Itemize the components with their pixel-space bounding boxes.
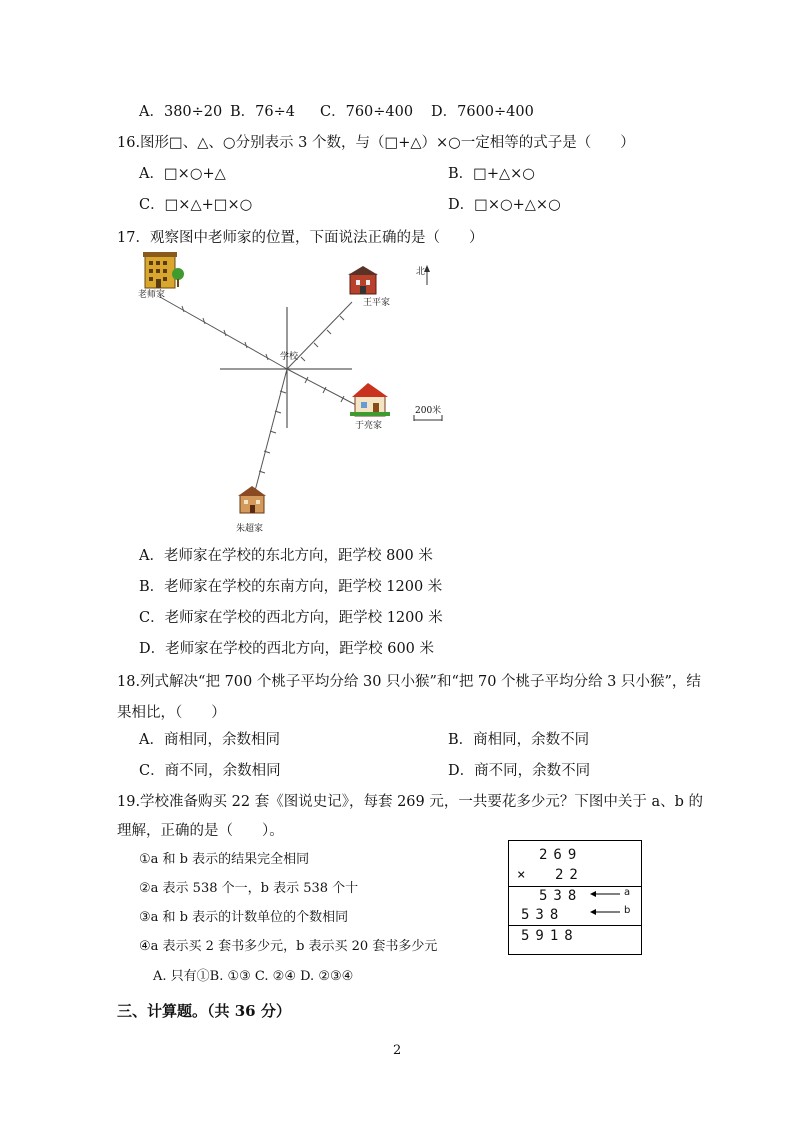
q15-option-d: D．7600÷400 <box>431 104 534 120</box>
q17-option-c: C．老师家在学校的西北方向，距学校 1200 米 <box>139 610 443 626</box>
q18-option-c: C．商不同，余数相同 <box>139 763 281 779</box>
q15-option-a: A．380÷20 <box>139 104 223 120</box>
wang-home-building-icon <box>348 266 378 294</box>
q18-stem-line1: 18.列式解决“把 700 个桃子平均分给 30 只小猴”和“把 70 个桃子平均分给 3 只小猴”，结 <box>117 674 701 690</box>
calc-partial-a: 538 <box>539 888 583 904</box>
route-yu-home <box>287 369 356 405</box>
zhu-home-building-icon <box>238 486 266 513</box>
q15-option-b: B．76÷4 <box>230 104 295 120</box>
q19-statement-2: ②a 表示 538 个一，b 表示 538 个十 <box>139 881 359 896</box>
q19-statement-4: ④a 表示买 2 套书多少元，b 表示买 20 套书多少元 <box>139 939 438 954</box>
q18-option-b: B．商相同，余数不同 <box>448 732 590 748</box>
map-label-scale: 200米 <box>415 406 442 416</box>
calc-label-a: a <box>624 887 631 898</box>
yu-home-building-icon <box>350 383 390 416</box>
multiplication-box <box>508 840 642 955</box>
map-label-school: 学校 <box>280 352 299 362</box>
q18-option-a: A．商相同，余数相同 <box>139 732 280 748</box>
q17-option-b: B．老师家在学校的东南方向，距学校 1200 米 <box>139 579 443 595</box>
q19-statement-1: ①a 和 b 表示的结果完全相同 <box>139 852 310 867</box>
calc-times-sign: × <box>517 867 526 883</box>
q15-option-c: C．760÷400 <box>320 104 414 120</box>
q19-options: A. 只有①B. ①③ C. ②④ D. ②③④ <box>153 969 354 984</box>
q16-option-a: A．□×○+△ <box>139 166 226 182</box>
calc-result: 5918 <box>521 928 579 944</box>
map-label-teacher-home: 老师家 <box>138 290 166 300</box>
q18-stem-line2: 果相比，（ ） <box>117 705 226 721</box>
q18-option-d: D．商不同，余数不同 <box>448 763 591 779</box>
map-label-wang-home: 王平家 <box>363 298 391 308</box>
calc-multiplicand: 269 <box>539 847 583 863</box>
q16-option-d: D．□×○+△×○ <box>448 197 561 213</box>
calc-partial-b: 538 <box>521 907 565 923</box>
map-label-north: 北 <box>416 267 426 277</box>
q16-stem: 16.图形□、△、○分别表示 3 个数，与（□+△）×○一定相等的式子是（ ） <box>117 135 635 151</box>
q19-stem-line1: 19.学校准备购买 22 套《图说史记》，每套 269 元，一共要花多少元？下图中关于 a、b 的 <box>117 794 704 810</box>
q17-option-d: D．老师家在学校的西北方向，距学校 600 米 <box>139 641 435 657</box>
map-label-yu-home: 于亮家 <box>355 421 383 431</box>
q19-statement-3: ③a 和 b 表示的计数单位的个数相同 <box>139 910 349 925</box>
page-number: 2 <box>393 1043 402 1058</box>
q16-option-b: B．□+△×○ <box>448 166 535 182</box>
teacher-home-building-icon <box>143 252 184 288</box>
q19-stem-line2: 理解，正确的是（ ）。 <box>117 823 284 839</box>
route-zhu-home <box>255 369 287 491</box>
map-label-zhu-home: 朱超家 <box>236 524 264 534</box>
route-teacher-home <box>160 297 287 369</box>
section-3-heading: 三、计算题。（共 36 分） <box>117 1002 291 1020</box>
q16-option-c: C．□×△+□×○ <box>139 197 253 213</box>
q17-option-a: A．老师家在学校的东北方向，距学校 800 米 <box>139 548 433 564</box>
q17-stem: 17．观察图中老师家的位置，下面说法正确的是（ ） <box>117 230 484 246</box>
calc-label-b: b <box>624 905 631 916</box>
calc-multiplier: 22 <box>555 867 584 883</box>
